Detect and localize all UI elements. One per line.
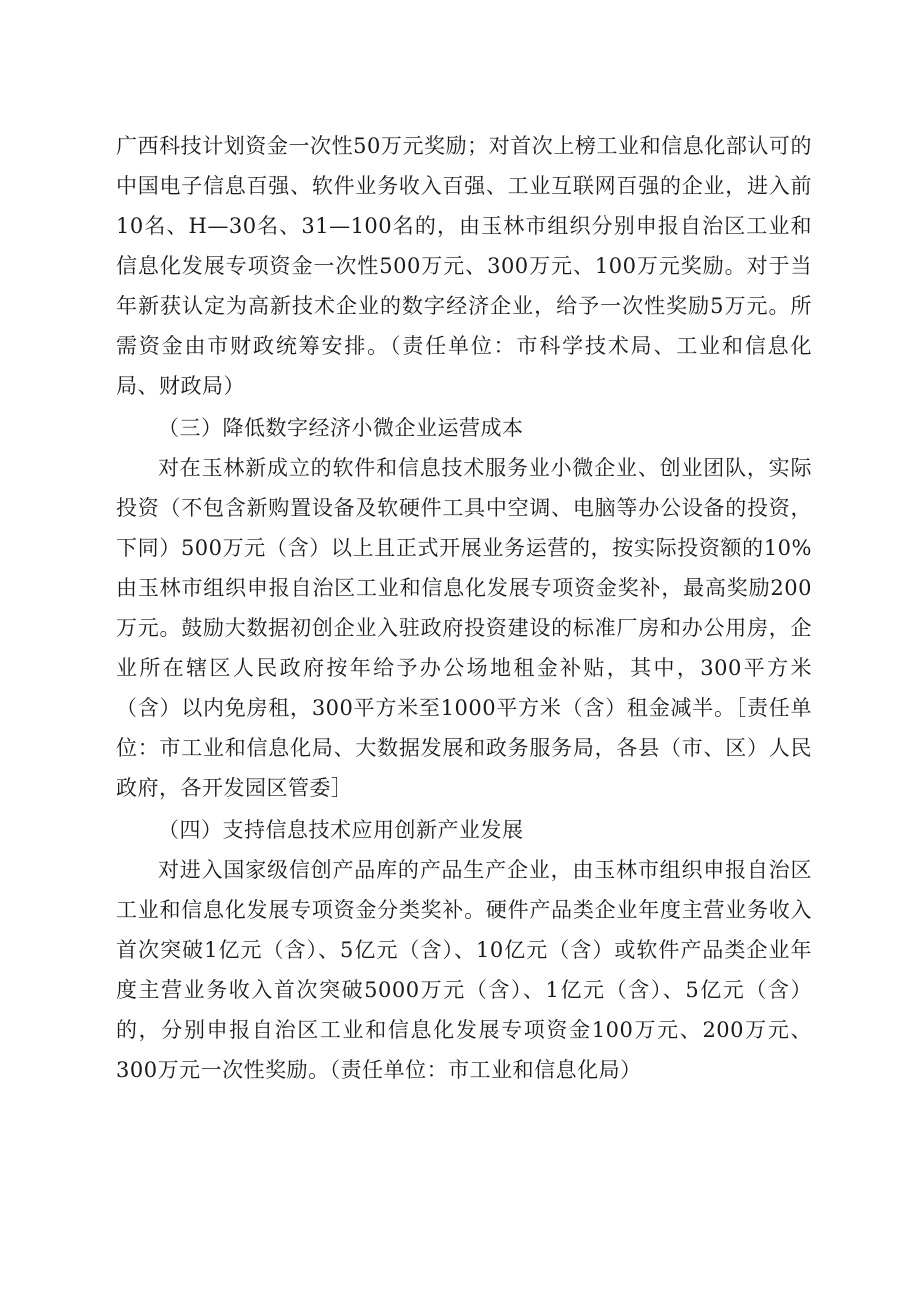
body-paragraph-1: 广西科技计划资金一次性50万元奖励；对首次上榜工业和信息化部认可的中国电子信息百强、软件业务收入百强、工业互联网百强的企业，进入前10名、H—30名、31—100名的，由玉林市组织分别申报自治区工业和信息化发展专项资金一次性500万元、300万元、100万元奖励。对于当年新获认定为高新技术企业的数字经济企业，给予一次性奖励5万元。所需资金由市财政统筹安排。（责任单位：市科学技术局、工业和信息化局、财政局） bbox=[116, 134, 812, 398]
body-paragraph-2: 对在玉林新成立的软件和信息技术服务业小微企业、创业团队，实际投资（不包含新购置设备及软硬件工具中空调、电脑等办公设备的投资，下同）500万元（含）以上且正式开展业务运营的，按实际投资额的10%由玉林市组织申报自治区工业和信息化发展专项资金奖补，最高奖励200万元。鼓励大数据初创企业入驻政府投资建设的标准厂房和办公用房，企业所在辖区人民政府按年给予办公场地租金补贴，其中，300平方米（含）以内免房租，300平方米至1000平方米（含）租金减半。［责任单位：市工业和信息化局、大数据发展和政务服务局，各县（市、区）人民政府，各开发园区管委］ bbox=[116, 456, 812, 800]
section-heading-3: （三）降低数字经济小微企业运营成本 bbox=[158, 416, 524, 440]
section-heading-4: （四）支持信息技术应用创新产业发展 bbox=[158, 818, 524, 842]
body-paragraph-3: 对进入国家级信创产品库的产品生产企业，由玉林市组织申报自治区工业和信息化发展专项资金分类奖补。硬件产品类企业年度主营业务收入首次突破1亿元（含）、5亿元（含）、10亿元（含）或软件产品类企业年度主营业务收入首次突破5000万元（含）、1亿元（含）、5亿元（含）的，分别申报自治区工业和信息化发展专项资金100万元、200万元、300万元一次性奖励。（责任单位：市工业和信息化局） bbox=[116, 858, 812, 1082]
document-page bbox=[116, 126, 812, 1090]
